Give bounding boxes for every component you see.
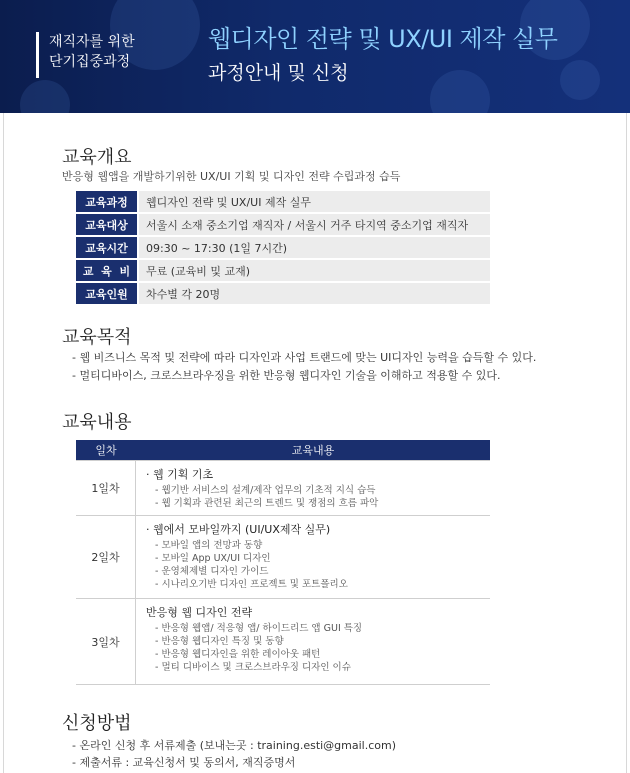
overview-table	[76, 191, 490, 306]
overview-value: 09:30 ~ 17:30 (1일 7시간)	[139, 237, 490, 258]
curriculum-item: - 반응형 웹디자인을 위한 레이아웃 패턴	[155, 649, 321, 660]
overview-label: 교육대상	[76, 214, 137, 235]
curriculum-row	[76, 515, 490, 598]
curriculum-item: - 운영체제별 디자인 가이드	[155, 566, 269, 577]
apply-list	[72, 737, 396, 771]
overview-row	[76, 260, 490, 281]
curriculum-day: 2일차	[76, 516, 136, 598]
curriculum-day: 3일차	[76, 599, 136, 684]
overview-label: 교육시간	[76, 237, 137, 258]
purpose-item: - 멀티디바이스, 크로스브라우징을 위한 반응형 웹디자인 기술을 이해하고 적용할 수 있다.	[72, 369, 501, 382]
curriculum-col-content: 교육내용	[291, 444, 335, 457]
overview-value: 웹디자인 전략 및 UX/UI 제작 실무	[139, 191, 490, 212]
overview-label: 교육인원	[76, 283, 137, 304]
apply-item: - 온라인 신청 후 서류제출 (보내는곳 : training.esti@gmail.com)	[72, 739, 397, 752]
curriculum-table	[76, 440, 490, 685]
overview-value: 차수별 각 20명	[139, 283, 490, 304]
overview-row	[76, 214, 490, 235]
banner-subtitle-line: 단기집중과정	[49, 54, 131, 70]
overview-row	[76, 237, 490, 258]
purpose-list	[72, 349, 536, 385]
curriculum-col-day: 일차	[95, 444, 117, 457]
curriculum-content	[136, 599, 490, 684]
curriculum-item: - 모바일 App UX/UI 디자인	[155, 553, 271, 564]
curriculum-content	[136, 516, 490, 598]
overview-row	[76, 283, 490, 304]
curriculum-topic: · 웹 기획 기초	[146, 468, 214, 481]
curriculum-item: - 웹 기획과 관련된 최근의 트렌드 및 쟁점의 흐름 파악	[155, 498, 379, 509]
course-subtitle: 과정안내 및 신청	[208, 62, 349, 84]
apply-item: - 제출서류 : 교육신청서 및 동의서, 재직증명서	[72, 756, 296, 769]
curriculum-row	[76, 460, 490, 515]
purpose-item: - 웹 비즈니스 목적 및 전략에 따라 디자인과 사업 트랜드에 맞는 UI디자인 능력을 습득할 수 있다.	[72, 351, 537, 364]
overview-label: 교육과정	[76, 191, 137, 212]
purpose-heading: 교육목적	[62, 327, 132, 348]
curriculum-item: - 멀티 디바이스 및 크로스브라우징 디자인 이슈	[155, 662, 351, 673]
apply-heading: 신청방법	[62, 713, 132, 734]
curriculum-content	[136, 461, 490, 515]
overview-value: 서울시 소재 중소기업 재직자 / 서울시 거주 타지역 중소기업 재직자	[139, 214, 490, 235]
curriculum-heading: 교육내용	[62, 412, 132, 433]
curriculum-header	[76, 440, 490, 460]
overview-label: 교 육 비	[76, 260, 137, 281]
banner-subtitle	[36, 32, 135, 78]
overview-heading: 교육개요	[62, 147, 132, 168]
curriculum-item: - 시나리오기반 디자인 프로젝트 및 포트폴리오	[155, 579, 348, 590]
curriculum-row	[76, 598, 490, 684]
curriculum-topic: 반응형 웹 디자인 전략	[146, 606, 253, 619]
curriculum-item: - 모바일 앱의 전망과 동향	[155, 540, 263, 551]
overview-intro: 반응형 웹앱을 개발하기위한 UX/UI 기획 및 디자인 전략 수립과정 습득	[62, 170, 401, 183]
overview-value: 무료 (교육비 및 교재)	[139, 260, 490, 281]
curriculum-day: 1일차	[76, 461, 136, 515]
header-banner	[0, 0, 630, 113]
curriculum-item: - 반응형 웹디자인 특징 및 동향	[155, 636, 284, 647]
banner-subtitle-line: 재직자를 위한	[49, 34, 135, 50]
curriculum-topic: · 웹에서 모바일까지 (UI/UX제작 실무)	[146, 523, 331, 536]
overview-row	[76, 191, 490, 212]
curriculum-item: - 웹기반 서비스의 설계/제작 업무의 기초적 지식 습득	[155, 485, 376, 496]
curriculum-item: - 반응형 웹앱/ 적응형 앱/ 하이드리드 앱 GUI 특징	[155, 623, 363, 634]
course-title: 웹디자인 전략 및 UX/UI 제작 실무	[208, 25, 558, 53]
